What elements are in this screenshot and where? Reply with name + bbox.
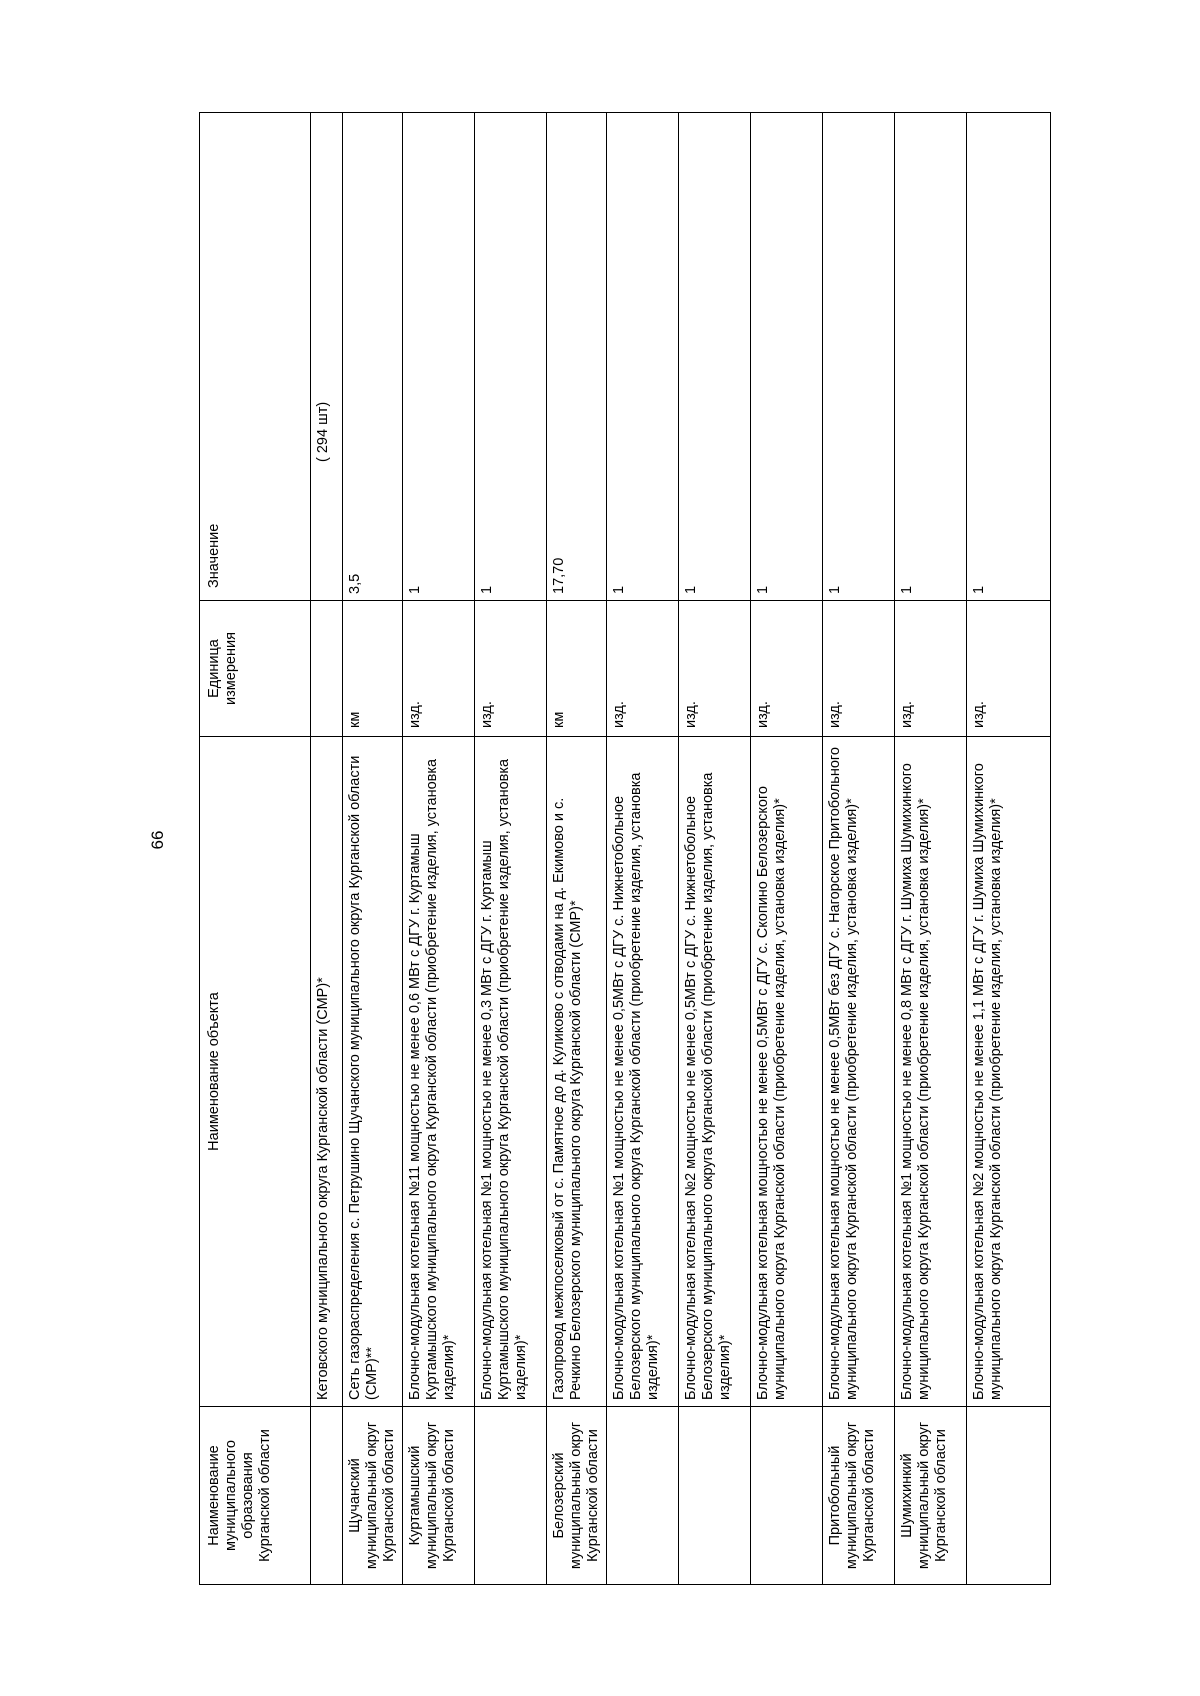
table-row xyxy=(475,113,547,1585)
cell-unit xyxy=(311,601,343,737)
header-unit: Единица измерения xyxy=(200,601,311,737)
cell-municipality: Белозерский муниципальный округ Курганской области xyxy=(547,1407,607,1585)
cell-value: 1 xyxy=(607,113,679,601)
table-wrapper xyxy=(199,113,1115,1585)
cell-unit: изд. xyxy=(607,601,679,737)
table-row xyxy=(823,113,895,1585)
page-number: 66 xyxy=(148,830,167,850)
cell-object: Сеть газораспределения с. Петрушино Щучанского муниципального округа Курганской области (СМР)** xyxy=(343,737,403,1407)
table-row xyxy=(967,113,1051,1585)
header-municipality: Наименование муниципального образования Курганской области xyxy=(200,1407,311,1585)
cell-unit: изд. xyxy=(403,601,475,737)
cell-value: 17,70 xyxy=(547,113,607,601)
cell-value: 1 xyxy=(403,113,475,601)
header-value: Значение xyxy=(200,113,311,601)
cell-value: ( 294 шт) xyxy=(311,113,343,601)
cell-municipality xyxy=(311,1407,343,1585)
table-header-row xyxy=(200,113,311,1585)
cell-object: Блочно-модульная котельная №1 мощностью не менее 0,3 МВт с ДГУ г. Куртамыш Куртамышского муниципального округа Курганской области (приобретение изделия, установка изделия)* xyxy=(475,737,547,1407)
table-row xyxy=(311,113,343,1585)
header-object: Наименование объекта xyxy=(200,737,311,1407)
table-row xyxy=(895,113,967,1585)
cell-value: 1 xyxy=(679,113,751,601)
cell-municipality xyxy=(751,1407,823,1585)
cell-municipality xyxy=(679,1407,751,1585)
cell-object: Блочно-модульная котельная №2 мощностью не менее 1,1 МВт с ДГУ г. Шумиха Шумихинкого муниципального округа Курганской области (приобретение изделия, установка изделия)* xyxy=(967,737,1051,1407)
cell-value: 3,5 xyxy=(343,113,403,601)
table-row xyxy=(679,113,751,1585)
cell-municipality: Щучанский муниципальный округ Курганской области xyxy=(343,1407,403,1585)
cell-object: Блочно-модульная котельная мощностью не менее 0,5МВт без ДГУ с. Нагорское Притобольного муниципального округа Курганской области (приобретение изделия, установка изделия)* xyxy=(823,737,895,1407)
cell-object: Блочно-модульная котельная №1 мощностью не менее 0,8 МВт с ДГУ г. Шумиха Шумихинкого муниципального округа Курганской области (приобретение изделия, установка изделия)* xyxy=(895,737,967,1407)
table-row xyxy=(607,113,679,1585)
cell-value: 1 xyxy=(751,113,823,601)
cell-value: 1 xyxy=(823,113,895,601)
cell-municipality: Притобольный муниципальный округ Курганской области xyxy=(823,1407,895,1585)
objects-table xyxy=(199,112,1051,1585)
cell-object: Блочно-модульная котельная №2 мощностью не менее 0,5МВт с ДГУ с. Нижнетобольное Белозерского муниципального округа Курганской области (приобретение изделия, установка изделия)* xyxy=(679,737,751,1407)
cell-unit: км xyxy=(343,601,403,737)
table-row xyxy=(547,113,607,1585)
cell-municipality xyxy=(967,1407,1051,1585)
cell-unit: изд. xyxy=(967,601,1051,737)
cell-value: 1 xyxy=(475,113,547,601)
table-row xyxy=(403,113,475,1585)
cell-municipality: Куртамышский муниципальный округ Курганской области xyxy=(403,1407,475,1585)
cell-object: Блочно-модульная котельная №11 мощностью не менее 0,6 МВт с ДГУ г. Куртамыш Куртамышского муниципального округа Курганской области (приобретение изделия, установка изделия)* xyxy=(403,737,475,1407)
cell-object: Газопровод межпоселковый от с. Памятное до д. Куликово с отводами на д. Екимово и с. Речкино Белозерского муниципального округа Курганской области (СМР)* xyxy=(547,737,607,1407)
cell-municipality: Шумихинкий муниципальный округ Курганской области xyxy=(895,1407,967,1585)
cell-value: 1 xyxy=(967,113,1051,601)
cell-unit: изд. xyxy=(751,601,823,737)
cell-unit: изд. xyxy=(475,601,547,737)
cell-unit: изд. xyxy=(679,601,751,737)
table-row xyxy=(343,113,403,1585)
table-row xyxy=(751,113,823,1585)
cell-object: Блочно-модульная котельная №1 мощностью не менее 0,5МВт с ДГУ с. Нижнетобольное Белозерского муниципального округа Курганской области (приобретение изделия, установка изделия)* xyxy=(607,737,679,1407)
cell-value: 1 xyxy=(895,113,967,601)
cell-municipality xyxy=(607,1407,679,1585)
cell-municipality xyxy=(475,1407,547,1585)
cell-unit: изд. xyxy=(823,601,895,737)
cell-object: Блочно-модульная котельная мощностью не менее 0,5МВт с ДГУ с. Скопино Белозерского муниципального округа Курганской области (приобретение изделия, установка изделия)* xyxy=(751,737,823,1407)
cell-object: Кетовского муниципального округа Курганской области (СМР)* xyxy=(311,737,343,1407)
cell-unit: изд. xyxy=(895,601,967,737)
cell-unit: км xyxy=(547,601,607,737)
